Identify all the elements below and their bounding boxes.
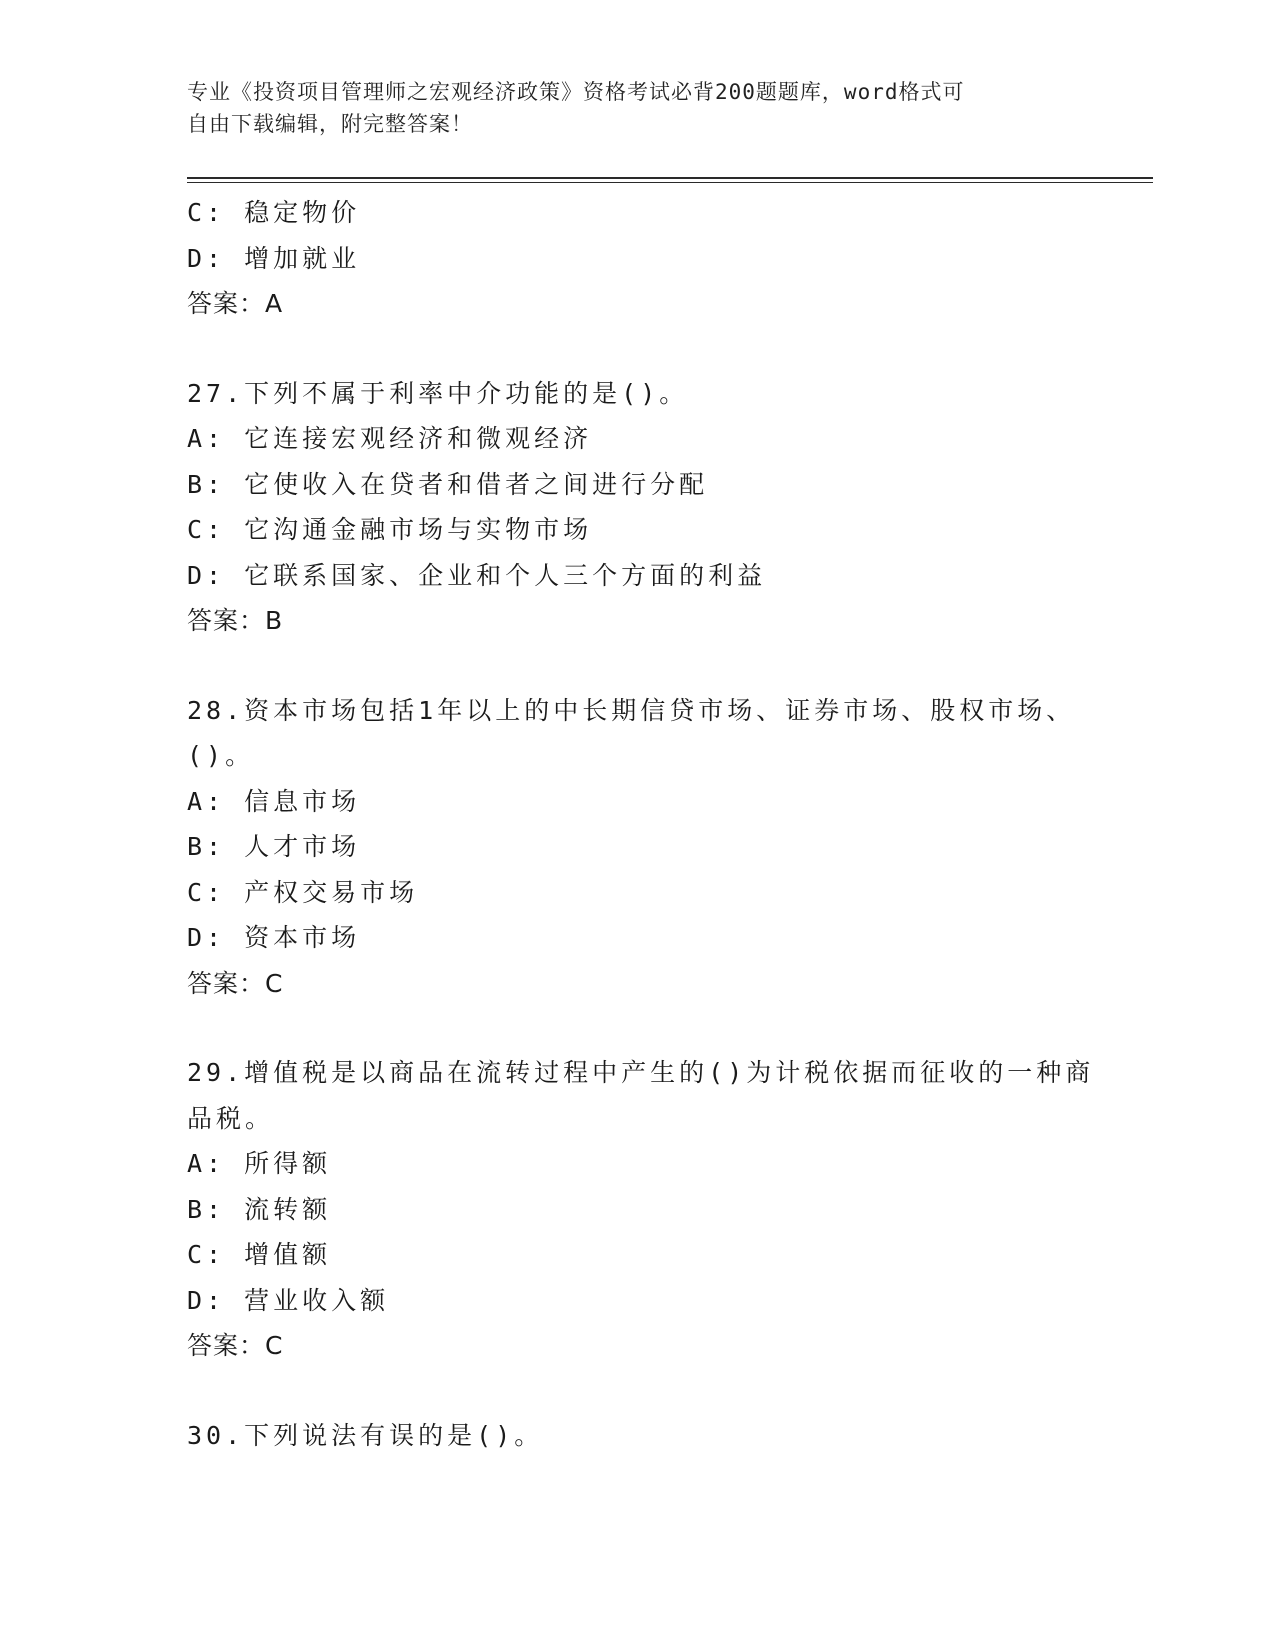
document-body xyxy=(187,190,1095,1458)
answer-line: 答案：C xyxy=(187,1331,284,1360)
option-c: C: 增值额 xyxy=(187,1240,332,1269)
answer-line: 答案：C xyxy=(187,968,284,998)
question-stem-continued: 品税。 xyxy=(187,1103,275,1133)
option-a: A: 所得额 xyxy=(187,1149,332,1178)
option-c: C: 稳定物价 xyxy=(187,198,361,227)
option-d: D: 它联系国家、企业和个人三个方面的利益 xyxy=(187,560,767,590)
answer-line: 答案：A xyxy=(187,289,284,318)
question-stem-continued: ()。 xyxy=(187,741,255,770)
answer-line: 答案：B xyxy=(187,606,284,635)
option-d: D: 营业收入额 xyxy=(187,1285,390,1315)
option-b: B: 流转额 xyxy=(187,1194,332,1224)
option-b: B: 人才市场 xyxy=(187,832,361,861)
header-rule-thick xyxy=(187,177,1153,179)
header-rule-thin xyxy=(187,182,1153,183)
question-27 xyxy=(187,371,1087,644)
question-stem: 29.增值税是以商品在流转过程中产生的()为计税依据而征收的一种商 xyxy=(187,1058,1095,1087)
question-30 xyxy=(187,1413,1087,1459)
option-c: C: 它沟通金融市场与实物市场 xyxy=(187,515,593,544)
option-c: C: 产权交易市场 xyxy=(187,877,419,907)
option-a: A: 它连接宏观经济和微观经济 xyxy=(187,424,593,453)
previous-question-tail xyxy=(187,190,1087,327)
option-d: D: 资本市场 xyxy=(187,923,361,952)
question-28 xyxy=(187,688,1087,1007)
question-29 xyxy=(187,1050,1095,1369)
option-b: B: 它使收入在贷者和借者之间进行分配 xyxy=(187,469,709,499)
question-stem: 30.下列说法有误的是()。 xyxy=(187,1420,544,1450)
document-header xyxy=(187,76,1067,140)
option-d: D: 增加就业 xyxy=(187,243,361,273)
option-a: A: 信息市场 xyxy=(187,786,361,816)
question-stem: 28.资本市场包括1年以上的中长期信贷市场、证券市场、股权市场、 xyxy=(187,695,1076,725)
header-line-2: 自由下载编辑，附完整答案！ xyxy=(187,112,473,136)
question-stem: 27.下列不属于利率中介功能的是()。 xyxy=(187,378,689,408)
header-line-1: 专业《投资项目管理师之宏观经济政策》资格考试必背200题题库，word格式可 xyxy=(187,80,965,104)
